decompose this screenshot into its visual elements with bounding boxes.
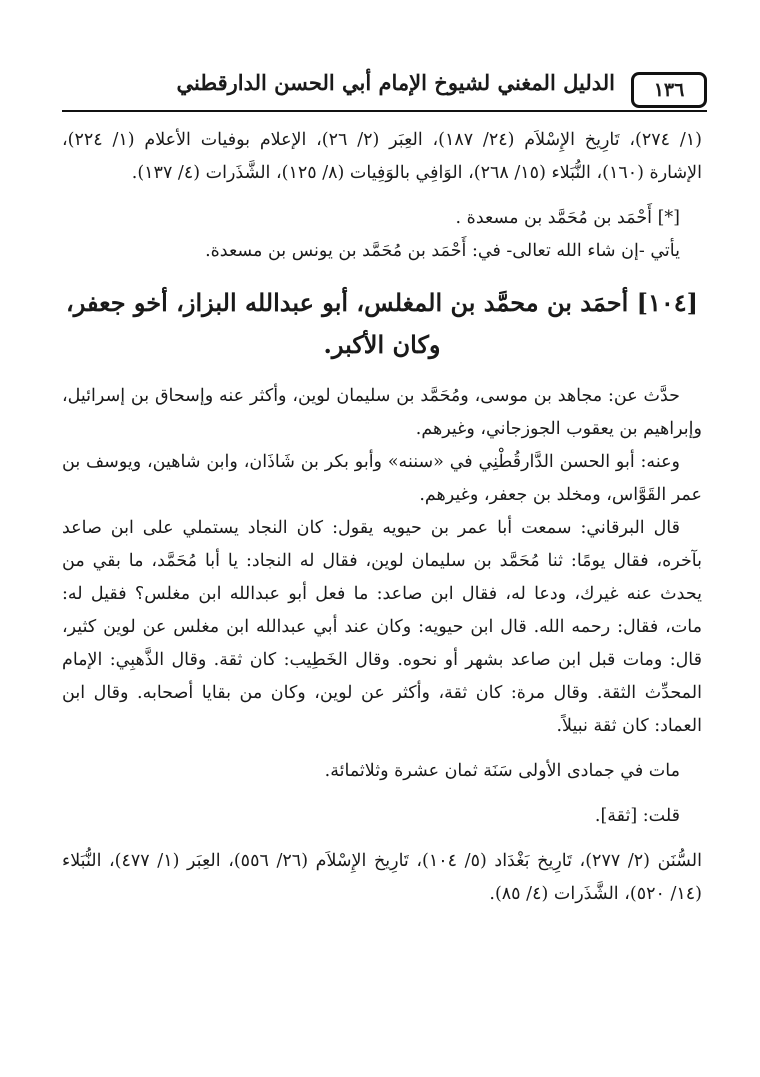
- cross-reference-marker: [*] أَحْمَد بن مُحَمَّد بن مسعدة .: [455, 208, 680, 228]
- running-title: الدليل المغني لشيوخ الإمام أبي الحسن الدارقطني: [176, 70, 615, 95]
- death-date: مات في جمادى الأولى سَنَة ثمان عشرة وثلاثمائة.: [324, 761, 680, 781]
- page-header: [62, 62, 707, 114]
- entry-heading: [١٠٤] أحمَد بن محمَّد بن المغلس، أبو عبدالله البزاز، أخو جعفر، وكان الأكبر.: [66, 288, 698, 359]
- author-verdict: قلت: [ثقة].: [594, 806, 680, 826]
- sources-list: السُّنَن (٢/ ٢٧٧)، تَارِيخ بَغْدَاد (٥/ ١٠٤)، تَارِيخ الإِسْلاَم (٢٦/ ٥٥٦)، العِبَر (١/ ٤٧٧)، النُّبَلاء (١٤/ ٥٢٠)، الشَّذَرات (٤/ ٨٥).: [62, 851, 702, 904]
- sources-continued: (١/ ٢٧٤)، تَارِيخ الإِسْلاَم (٢٤/ ١٨٧)، العِبَر (٢/ ٢٦)، الإعلام بوفيات الأعلام (١/ ٢٢٤)، الإشارة (١٦٠)، النُّبَلاء (١٥/ ٢٦٨)، الوَافِي بالوَفِيات (٨/ ١٢٥)، الشَّذَرات (٤/ ١٣٧).: [62, 130, 702, 183]
- page-body: [62, 124, 702, 911]
- teachers-paragraph: حدَّث عن: مجاهد بن موسى، ومُحَمَّد بن سليمان لوين، وأكثر عنه وإسحاق بن إسرائيل، وإبراهيم بن يعقوب الجوزجاني، وغيرهم.: [62, 386, 702, 439]
- header-divider: [62, 110, 707, 112]
- critics-quote-paragraph: قال البرقاني: سمعت أبا عمر بن حيويه يقول: كان النجاد يستملي على ابن صاعد بآخره، فقال يومًا: ثنا مُحَمَّد بن سليمان لوين، فقال له النجاد: يا أبا مُحَمَّد، ما بقي من يحدث عنه غيرك، ودعا له، فقال ابن صاعد: ما فعل أبو عبدالله ابن مغلس؟ فقيل له: مات، فقال: رحمه الله. قال ابن حيويه: وكان عند أبي عبدالله ابن مغلس عن لوين كثير، قال: ومات قبل ابن صاعد بشهر أو نحوه. وقال الخَطِيب: كان ثقة. وقال الذَّهبِي: الإمام المحدِّث الثقة. وقال مرة: كان ثقة، وأكثر عن لوين، وكان من بقايا أصحابه. وقال ابن العماد: كان ثقة نبيلاً.: [62, 518, 702, 736]
- students-paragraph: وعنه: أبو الحسن الدَّارقُطْنِي في «سننه» وأبو بكر بن شَاذَان، وابن شاهين، ويوسف بن عمر القَوَّاس، ومخلد بن جعفر، وغيرهم.: [62, 452, 702, 505]
- cross-reference-note: يأتي -إن شاء الله تعالى- في: أَحْمَد بن مُحَمَّد بن يونس بن مسعدة.: [205, 241, 680, 261]
- page-number: ١٣٦: [631, 72, 707, 108]
